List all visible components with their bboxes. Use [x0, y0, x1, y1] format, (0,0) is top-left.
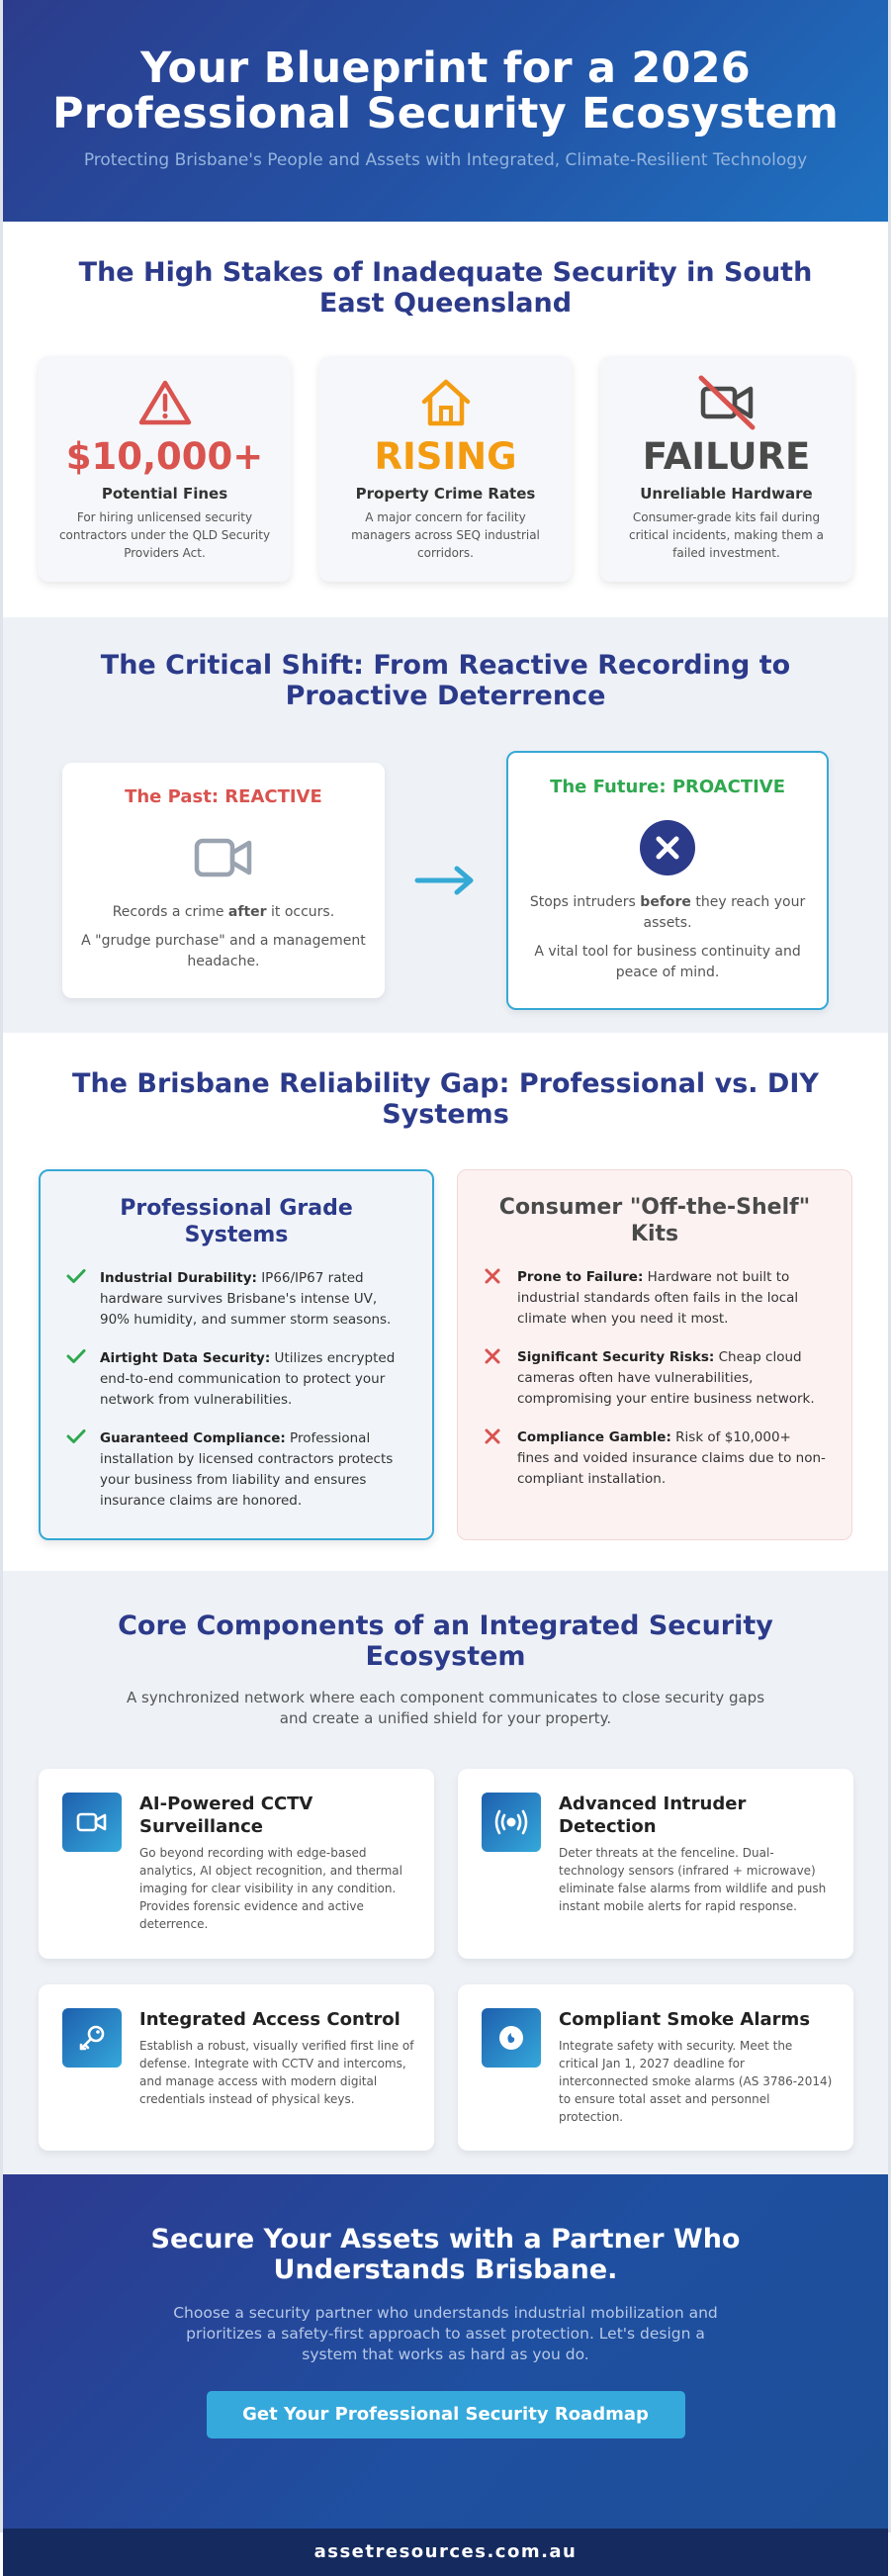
arrow-right-icon [385, 864, 506, 897]
cta-title: Secure Your Assets with a Partner Who Understands Brisbane. [150, 2224, 741, 2285]
component-desc: Integrate safety with security. Meet the critical Jan 1, 2027 deadline for interconnected smoke alarms (AS 3786-2014) to ensure total asset and personnel protection. [559, 2039, 833, 2124]
smoke-alarm-icon [482, 2008, 541, 2068]
video-camera-icon [62, 821, 385, 894]
component-title: Integrated Access Control [139, 2009, 401, 2030]
professional-card [39, 1169, 434, 1540]
stakes-title: The High Stakes of Inadequate Security in South East Queensland [78, 257, 813, 319]
reactive-text-1: Records a crime after it occurs. [112, 904, 335, 920]
stake-label: Property Crime Rates [355, 485, 536, 503]
stake-card-crime [319, 356, 572, 582]
proactive-heading: The Future: PROACTIVE [550, 777, 786, 797]
list-item: Compliance Gamble: Risk of $10,000+ fines and voided insurance claims due to non-compliant installation. [484, 1427, 826, 1490]
list-item: Industrial Durability: IP66/IP67 rated hardware survives Brisbane's intense UV, 90% humidity, and summer storm seasons. [66, 1268, 406, 1331]
stake-card-fines [39, 356, 291, 582]
cta-section [3, 2174, 888, 2529]
house-icon [319, 376, 572, 429]
list-item: Prone to Failure: Hardware not built to industrial standards often fails in the local climate when you need it most. [484, 1267, 826, 1330]
key-icon [62, 2008, 122, 2068]
component-title: AI-Powered CCTV Surveillance [139, 1794, 313, 1837]
component-card-cctv [39, 1769, 434, 1959]
stake-card-failure [600, 356, 852, 582]
gap-comparison [3, 1169, 888, 1540]
diy-card [457, 1169, 852, 1540]
stake-value: $10,000+ [65, 435, 264, 478]
reactive-heading: The Past: REACTIVE [125, 786, 322, 807]
check-icon [66, 1348, 100, 1411]
warning-triangle-icon [39, 376, 291, 429]
stake-label: Potential Fines [101, 485, 228, 503]
components-subtitle: A synchronized network where each component communicates to close security gaps and create a unified shield for your property. [126, 1689, 765, 1727]
stake-desc: A major concern for facility managers across SEQ industrial corridors. [351, 510, 540, 560]
list-item: Airtight Data Security: Utilizes encrypted end-to-end communication to protect your network from vulnerabilities. [66, 1348, 406, 1411]
list-item: Significant Security Risks: Cheap cloud cameras often have vulnerabilities, compromising your entire business network. [484, 1347, 826, 1410]
cross-icon [484, 1347, 517, 1410]
component-card-intruder [458, 1769, 853, 1959]
professional-title: Professional Grade Systems [120, 1196, 353, 1247]
stakes-cards [3, 356, 888, 582]
proactive-card [506, 751, 829, 1010]
proactive-text-1: Stops intruders before they reach your assets. [529, 894, 806, 931]
professional-list [66, 1268, 406, 1512]
cross-icon [484, 1427, 517, 1490]
hero-title [3, 46, 888, 137]
hero-title-line1: Your Blueprint for a 2026 [140, 44, 751, 93]
reliability-gap-section [3, 1033, 888, 1571]
shift-title: The Critical Shift: From Reactive Recording to Proactive Deterrence [100, 650, 791, 711]
component-title: Compliant Smoke Alarms [559, 2009, 811, 2030]
stakes-section [3, 222, 888, 617]
cross-icon [484, 1267, 517, 1330]
component-card-smoke [458, 1984, 853, 2151]
reactive-card [62, 763, 385, 998]
stake-label: Unreliable Hardware [640, 485, 813, 503]
video-camera-icon [62, 1793, 122, 1852]
component-card-access [39, 1984, 434, 2151]
footer-domain-link[interactable]: assetresources.com.au [3, 2529, 888, 2576]
gap-title: The Brisbane Reliability Gap: Professional vs. DIY Systems [72, 1068, 819, 1130]
list-item: Guaranteed Compliance: Professional installation by licensed contractors protects your business from liability and ensures insurance claims are honored. [66, 1428, 406, 1512]
stake-value: FAILURE [642, 435, 811, 478]
motion-sensor-icon [482, 1793, 541, 1852]
diy-title: Consumer "Off-the-Shelf" Kits [498, 1195, 811, 1246]
component-desc: Establish a robust, visually verified first line of defense. Integrate with CCTV and intercoms, and manage access with modern digital credentials instead of physical keys. [139, 2039, 414, 2106]
components-section [3, 1571, 888, 2174]
components-title: Core Components of an Integrated Security Ecosystem [118, 1610, 773, 1672]
reactive-text-2: A "grudge purchase" and a management headache. [81, 933, 366, 969]
check-icon [66, 1428, 100, 1512]
shift-section [3, 617, 888, 1033]
stake-desc: For hiring unlicensed security contractors under the QLD Security Providers Act. [58, 510, 271, 560]
diy-list [484, 1267, 826, 1490]
check-icon [66, 1268, 100, 1331]
component-desc: Deter threats at the fenceline. Dual-technology sensors (infrared + microwave) eliminate false alarms from wildlife and push instant mobile alerts for rapid response. [559, 1846, 827, 1913]
component-title: Advanced Intruder Detection [559, 1794, 747, 1837]
roadmap-button[interactable]: Get Your Professional Security Roadmap [207, 2391, 685, 2438]
hero-title-line2: Professional Security Ecosystem [51, 89, 840, 138]
hero-section [3, 0, 888, 222]
stop-x-icon [508, 811, 827, 884]
cta-text: Choose a security partner who understands industrial mobilization and prioritizes a safety-first approach to asset protection. Let's design a system that works as hard as you do. [173, 2304, 718, 2363]
stake-value: RISING [374, 435, 517, 478]
components-grid [3, 1769, 888, 2151]
hero-subtitle: Protecting Brisbane's People and Assets with Integrated, Climate-Resilient Technology [83, 150, 808, 170]
component-desc: Go beyond recording with edge-based analytics, AI object recognition, and thermal imaging for clear visibility in any condition. Provides forensic evidence and active deterrence. [139, 1846, 402, 1931]
stake-desc: Consumer-grade kits fail during critical incidents, making them a failed investment. [629, 510, 824, 560]
proactive-text-2: A vital tool for business continuity and peace of mind. [534, 944, 801, 980]
camera-off-icon [600, 376, 852, 429]
shift-comparison [3, 751, 888, 1010]
